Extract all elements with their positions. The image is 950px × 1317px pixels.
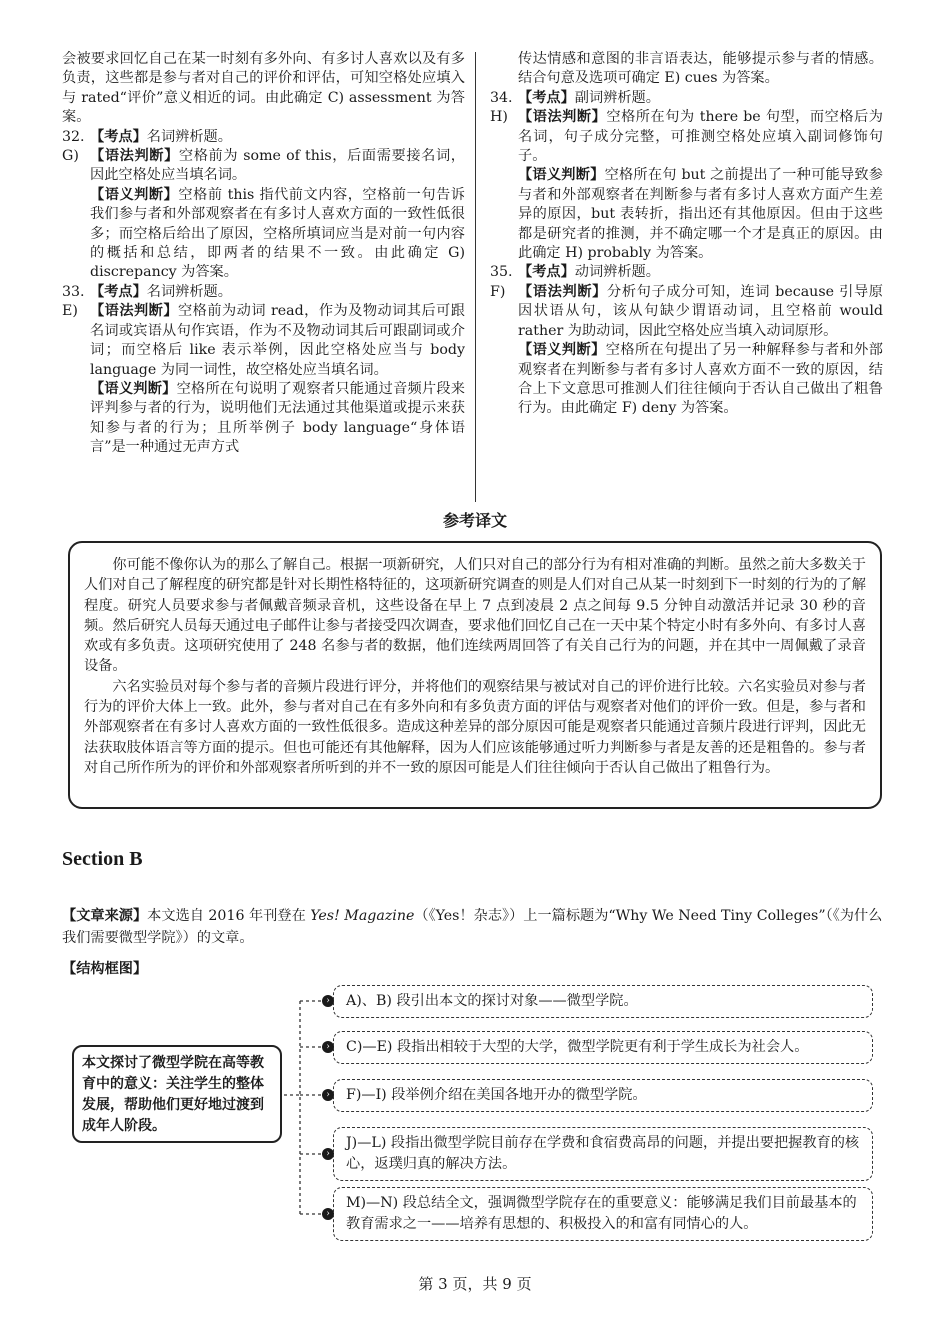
structure-branch-4: J)—L) 段指出微型学院目前存在学费和食宿费高昂的问题，并提出要把握教育的核心，返璞归真的解决方法。 <box>333 1127 873 1181</box>
branch-4-arrow-icon: › <box>322 1148 334 1160</box>
structure-branch-2: C)—E) 段指出相较于大型的大学，微型学院更有利于学生成长为社会人。 <box>333 1031 873 1064</box>
structure-diagram-label: 【结构框图】 <box>62 961 148 977</box>
q35-type: 动词辨析题。 <box>574 264 660 281</box>
structure-branch-5: M)—N) 段总结全文，强调微型学院存在的重要意义：能够满足我们目前最基本的教育需求之一——培养有思想的、积极投入的和富有同情心的人。 <box>333 1187 873 1241</box>
q34-point-tag: 【考点】 <box>518 89 575 106</box>
section-b-heading: Section B <box>62 848 143 870</box>
branch-1-arrow-icon: › <box>322 995 334 1007</box>
source-text-post: （《Yes！杂志》）上一篇标题为“Why We Need Tiny Colleges”（《为什么我们需要微型学院》）的文章。 <box>62 908 883 946</box>
q32-grammar-text: 空格前为 some of this，后面需要接名词，因此空格处应当填名词。 <box>90 148 465 184</box>
q34-grammar-tag: 【语法判断】 <box>518 109 607 126</box>
q32-point-tag: 【考点】 <box>90 128 147 145</box>
q35-grammar-text: 分析句子成分可知，连词 because 引导原因状语从句，该从句缺少谓语动词，且空格前 would rather 为助动词，因此空格处应当填入动词原形。 <box>518 283 883 339</box>
q35-answer-letter: F) <box>490 283 506 300</box>
q33-semantic-text: 空格所在句说明了观察者只能通过音频片段来评判参与者的行为，说明他们无法通过其他渠道或提示来获知参与者的行为；且所举例子 body language“身体语言”是一种通过无声方式 <box>90 380 465 456</box>
source-tag: 【文章来源】 <box>62 908 148 924</box>
q34-grammar-text: 空格所在句为 there be 句型，而空格后为名词，句子成分完整，可推测空格处应填入副词修饰句子。 <box>518 109 883 165</box>
q33-type: 名词辨析题。 <box>146 283 232 300</box>
q33-grammar-tag: 【语法判断】 <box>90 303 178 320</box>
q32-semantic-tag: 【语义判断】 <box>90 186 179 203</box>
structure-summary-box: 本文探讨了微型学院在高等教育中的意义：关注学生的整体发展，帮助他们更好地过渡到成年人阶段。 <box>72 1045 282 1143</box>
q35-semantic-tag: 【语义判断】 <box>518 342 606 359</box>
source-text-pre: 本文选自 2016 年刊登在 <box>147 908 311 924</box>
q35-grammar-tag: 【语法判断】 <box>518 283 607 300</box>
q33-answer-letter: E) <box>62 303 78 320</box>
branch-3-arrow-icon: › <box>322 1089 334 1101</box>
translation-paragraph-1: 你可能不像你认为的那么了解自己。根据一项新研究，人们只对自己的部分行为有相对准确的判断。虽然之前大多数关于人们对自己了解程度的研究都是针对长期性格特征的，这项新研究调查的则是人们对自己从某一时刻到下一时刻的行为的了解程度。研究人员要求参与者佩戴音频录音机，这些设备在早上 7 点到凌晨 2 点之间每 9.5 分钟自动激活并记录 30 秒的音频。然后研究人员每天通过电子邮件让参与者接受四次调查，要求他们回忆自己在一天中某个特定小时有多外向、有多讨人喜欢或有多负责。这项研究使用了 248 名参与者的数据，他们连续两周回答了有关自己行为的问题，并在其中一周佩戴了录音设备。 <box>84 557 866 675</box>
q32-grammar-tag: 【语法判断】 <box>90 148 179 165</box>
q34-type: 副词辨析题。 <box>574 89 660 106</box>
q32-answer-letter: G) <box>62 148 79 165</box>
magazine-name: Yes! Magazine <box>310 908 415 924</box>
q32-semantic-text: 空格前 this 指代前文内容，空格前一句告诉我们参与者和外部观察者在有多讨人喜欢方面的一致性低很多；而空格后给出了原因，空格所填词应当是对前一句内容的概括和总结，即两者的结果不一致。由此确定 G) discrepancy 为答案。 <box>90 186 465 281</box>
page-number: 第 3 页，共 9 页 <box>418 1275 532 1293</box>
q33-number: 33. <box>62 283 85 300</box>
q34-number: 34. <box>490 89 513 106</box>
q35-semantic-text: 空格所在句提出了另一种解释参与者和外部观察者在判断参与者有多讨人喜欢方面不一致的原因，结合上下文意思可推测人们往往倾向于否认自己做出了粗鲁行为。由此确定 F) deny 为答案。 <box>518 342 883 417</box>
q34-semantic-text: 空格所在句 but 之前提出了一种可能导致参与者和外部观察者在判断参与者有多讨人喜欢方面产生差异的原因，but 表转折，指出还有其他原因。但由于这些都是研究者的推测，并不确定哪一个才是真正的原因。由此确定 H) probably 为答案。 <box>518 167 883 262</box>
structure-branch-1: A)、B) 段引出本文的探讨对象——微型学院。 <box>333 985 873 1018</box>
q35-number: 35. <box>490 264 513 281</box>
q34-semantic-tag: 【语义判断】 <box>518 167 605 184</box>
q33-semantic-tag: 【语义判断】 <box>90 380 177 397</box>
q35-point-tag: 【考点】 <box>518 264 575 281</box>
structure-branch-3: F)—I) 段举例介绍在美国各地开办的微型学院。 <box>333 1079 873 1112</box>
branch-2-arrow-icon: › <box>322 1041 334 1053</box>
translation-title: 参考译文 <box>442 511 507 530</box>
q34-answer-letter: H) <box>490 109 508 126</box>
continued-paragraph: 会被要求回忆自己在某一时刻有多外向、有多讨人喜欢以及有多负责，这些都是参与者对自己的评价和评估，可知空格处应填入与 rated“评价”意义相近的词。由此确定 C) assessment 为答案。 <box>62 51 465 126</box>
q33-grammar-text: 空格前为动词 read，作为及物动词其后可跟名词或宾语从句作宾语，作为不及物动词其后可跟副词或介词；而空格后 like 表示举例，因此空格处应当与 body language 为同一词性，故空格处应当填名词。 <box>90 303 465 378</box>
q32-type: 名词辨析题。 <box>146 128 232 145</box>
q33-continued: 传达情感和意图的非言语表达，能够提示参与者的情感。结合句意及选项可确定 E) cues 为答案。 <box>518 51 883 87</box>
q33-point-tag: 【考点】 <box>90 283 147 300</box>
branch-5-arrow-icon: › <box>322 1208 334 1220</box>
q32-number: 32. <box>62 128 85 145</box>
translation-paragraph-2: 六名实验员对每个参与者的音频片段进行评分，并将他们的观察结果与被试对自己的评价进行比较。六名实验员对参与者行为的评价大体上一致。此外，参与者对自己在有多外向和有多负责方面的评估与观察者对他们的评价一致。但是，参与者和外部观察者在有多讨人喜欢方面的一致性低很多。造成这种差异的部分原因可能是观察者只能通过音频片段进行评判，因此无法获取肢体语言等方面的提示。但也可能还有其他解释，因为人们应该能够通过听力判断参与者是友善的还是粗鲁的。参与者对自己所作所为的评价和外部观察者所听到的并不一致的原因可能是人们往往倾向于否认自己做出了粗鲁行为。 <box>84 678 866 776</box>
